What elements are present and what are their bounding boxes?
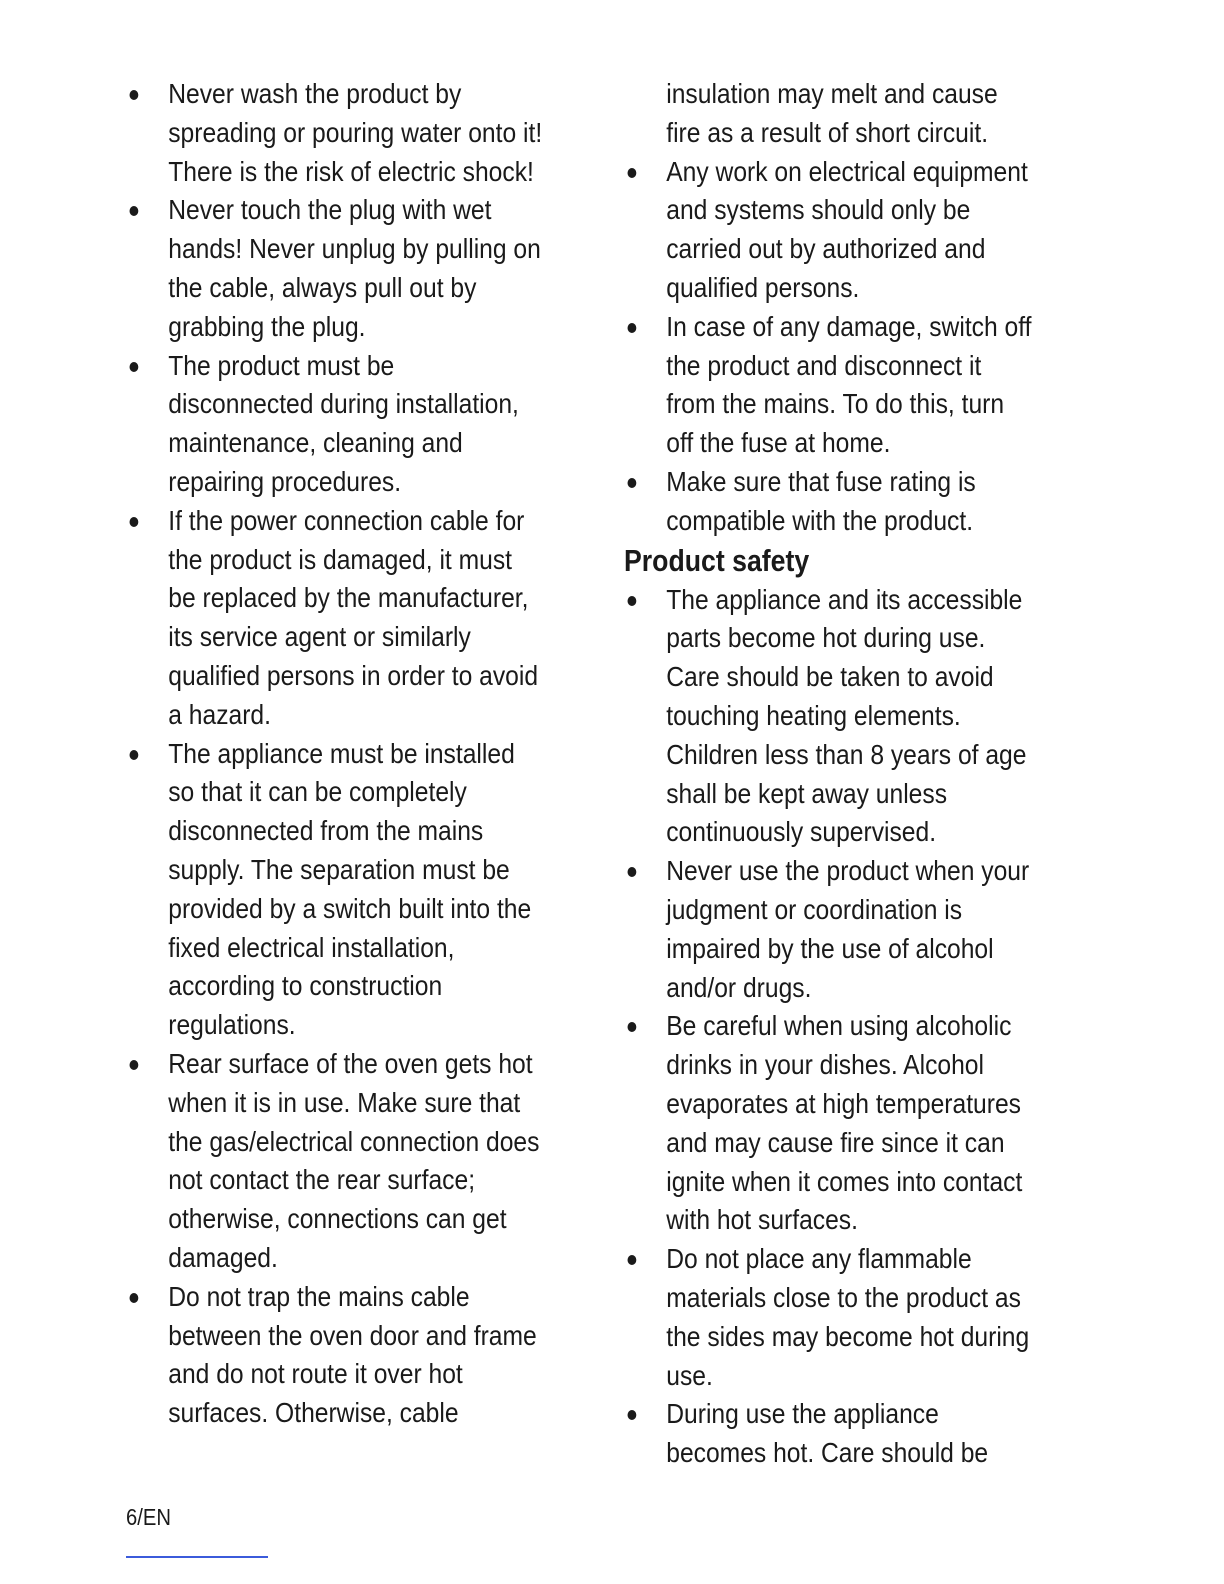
- left-item-1: [126, 75, 548, 191]
- bullet-icon: [130, 517, 139, 527]
- right-item-4-text: The appliance and its accessible parts become hot during use. Care should be taken to avoid touching heating elements. Children less than 8 years of age shall be kept away unless continuously supervised.: [666, 583, 1027, 848]
- left-item-2-text: Never touch the plug with wet hands! Never unplug by pulling on the cable, always pull out by grabbing the plug.: [168, 194, 541, 342]
- right-item-5: [624, 852, 1038, 1007]
- left-column: [126, 75, 606, 1433]
- left-item-6-text: Rear surface of the oven gets hot when it is in use. Make sure that the gas/electrical connection does not contact the rear surface; otherwise, connections can get damaged.: [168, 1047, 540, 1273]
- right-item-5-text: Never use the product when your judgment or coordination is impaired by the use of alcohol and/or drugs.: [666, 855, 1030, 1003]
- right-item-3-text: Make sure that fuse rating is compatible with the product.: [666, 465, 976, 536]
- right-item-8: [624, 1395, 1038, 1473]
- right-column: [624, 75, 1094, 1473]
- bullet-icon: [130, 90, 139, 100]
- right-item-7: [624, 1240, 1038, 1395]
- left-item-2: [126, 191, 548, 346]
- left-item-1-text: Never wash the product by spreading or pouring water onto it! There is the risk of electric shock!: [168, 78, 543, 187]
- right-item-1-text: Any work on electrical equipment and systems should only be carried out by authorized and qualified persons.: [666, 155, 1028, 303]
- bullet-icon: [628, 596, 637, 606]
- bullet-icon: [130, 750, 139, 760]
- left-item-3-text: The product must be disconnected during installation, maintenance, cleaning and repairing procedures.: [168, 349, 519, 497]
- bullet-icon: [130, 1293, 139, 1303]
- right-item-2: [624, 308, 1038, 463]
- right-bullet-list-bottom: [624, 581, 1094, 1473]
- footer-rule: [126, 1556, 268, 1558]
- right-continuation-text: insulation may melt and cause fire as a result of short circuit.: [666, 78, 998, 148]
- right-item-7-text: Do not place any flammable materials close to the product as the sides may become hot during use.: [666, 1243, 1030, 1391]
- bullet-icon: [628, 867, 637, 877]
- right-item-2-text: In case of any damage, switch off the product and disconnect it from the mains. To do this, turn off the fuse at home.: [666, 310, 1032, 459]
- left-item-3: [126, 347, 548, 502]
- bullet-icon: [130, 206, 139, 216]
- left-bullet-list: [126, 75, 606, 1433]
- section-heading-product-safety: Product safety: [624, 542, 810, 578]
- left-item-7: [126, 1278, 548, 1433]
- bullet-icon: [130, 362, 139, 372]
- bullet-icon: [628, 323, 637, 333]
- right-item-6: [624, 1007, 1038, 1240]
- left-item-6: [126, 1045, 548, 1278]
- left-item-7-text: Do not trap the mains cable between the oven door and frame and do not route it over hot surfaces. Otherwise, cable: [168, 1280, 537, 1429]
- bullet-icon: [628, 478, 637, 488]
- left-item-4: [126, 502, 548, 735]
- page-number: 6/EN: [126, 1504, 172, 1530]
- bullet-icon: [628, 1255, 637, 1265]
- right-item-3: [624, 463, 1038, 541]
- left-item-4-text: If the power connection cable for the product is damaged, it must be replaced by the manufacturer, its service agent or similarly qualified persons in order to avoid a hazard.: [168, 504, 539, 730]
- bullet-icon: [130, 1060, 139, 1070]
- right-item-6-text: Be careful when using alcoholic drinks in your dishes. Alcohol evaporates at high temperatures and may cause fire since it can ignite when it comes into contact with hot surfaces.: [666, 1010, 1023, 1236]
- right-item-1: [624, 153, 1038, 308]
- bullet-icon: [628, 1410, 637, 1420]
- bullet-icon: [628, 168, 637, 178]
- right-bullet-list-top: [624, 153, 1094, 541]
- bullet-icon: [628, 1022, 637, 1032]
- left-item-5-text: The appliance must be installed so that it can be completely disconnected from the mains supply. The separation must be provided by a switch built into the fixed electrical installation, according to construction regulations.: [168, 737, 532, 1041]
- right-item-8-text: During use the appliance becomes hot. Care should be: [666, 1398, 989, 1469]
- right-item-4: [624, 581, 1038, 853]
- left-item-5: [126, 735, 548, 1045]
